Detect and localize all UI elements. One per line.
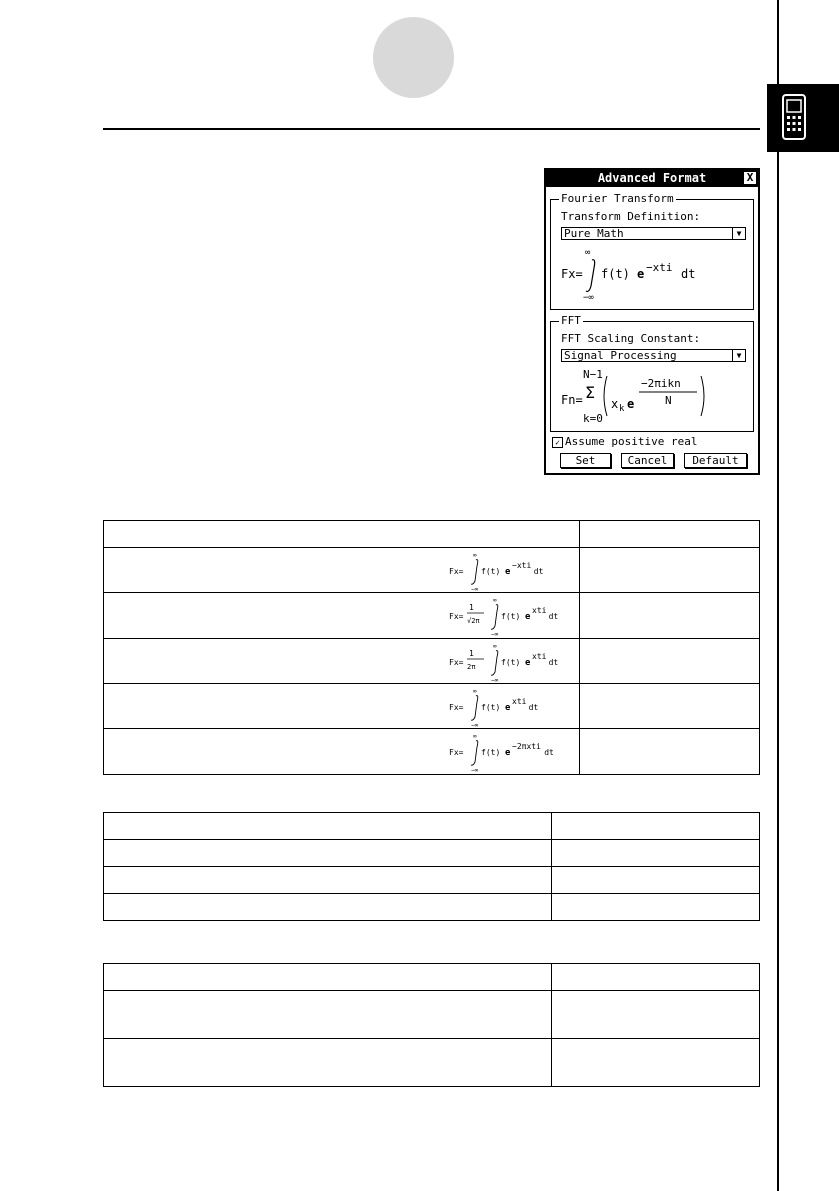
dialog-title: Advanced Format bbox=[597, 171, 707, 185]
formula-e: e bbox=[525, 658, 531, 668]
formula-body: f(t) bbox=[481, 748, 501, 757]
fft-e: e bbox=[627, 397, 635, 411]
formula-lower: −∞ bbox=[491, 677, 499, 683]
formula-e: e bbox=[505, 703, 511, 713]
formula-upper: ∞ bbox=[493, 643, 497, 650]
formula-lhs: Fx= bbox=[449, 703, 464, 712]
formula-upper: ∞ bbox=[585, 248, 591, 258]
table-header-row bbox=[104, 813, 760, 840]
close-icon[interactable]: X bbox=[744, 172, 756, 184]
dialog-title-bar bbox=[546, 170, 758, 187]
advanced-format-dialog bbox=[544, 168, 760, 475]
fft-lhs: Fn= bbox=[561, 393, 583, 407]
formula-e: e bbox=[525, 612, 531, 622]
fft-scaling-label: FFT Scaling Constant: bbox=[561, 332, 701, 345]
margin-rule bbox=[777, 0, 779, 1191]
formula-upper: ∞ bbox=[473, 688, 477, 695]
fourier-definition-formula bbox=[449, 731, 589, 773]
fft-scaling-select[interactable] bbox=[561, 349, 746, 362]
formula-exp: −2πxti bbox=[512, 742, 541, 751]
formula-dt: dt bbox=[548, 612, 559, 621]
formula-exp: xti bbox=[512, 697, 527, 706]
table-row bbox=[104, 867, 760, 894]
table-row bbox=[104, 894, 760, 921]
fft-sub: k bbox=[619, 404, 625, 414]
coef-bottom: √2π bbox=[467, 617, 480, 625]
formula-dt: dt bbox=[548, 658, 559, 667]
formula-dt: dt bbox=[681, 267, 696, 281]
formula-e: e bbox=[505, 567, 511, 577]
transform-definition-value: Pure Math bbox=[564, 227, 624, 240]
calculator-icon bbox=[779, 91, 809, 143]
fft-formula bbox=[561, 366, 741, 426]
default-button[interactable]: Default bbox=[684, 453, 747, 468]
formula-lower: −∞ bbox=[471, 767, 479, 773]
chapter-circle bbox=[373, 17, 454, 98]
table-row bbox=[104, 729, 760, 775]
assume-positive-real-table bbox=[103, 963, 760, 1087]
fft-group-legend: FFT bbox=[561, 314, 581, 327]
fourier-transform-group bbox=[550, 192, 754, 310]
fft-lower: k=0 bbox=[583, 412, 603, 425]
coef-bottom: 2π bbox=[467, 663, 476, 671]
formula-upper: ∞ bbox=[473, 552, 477, 559]
transform-definition-label: Transform Definition: bbox=[561, 210, 701, 223]
fft-denominator: N bbox=[665, 394, 672, 407]
formula-body: f(t) bbox=[601, 267, 630, 281]
formula-exp: −xti bbox=[646, 261, 673, 274]
checkbox-check-icon[interactable]: ✓ bbox=[552, 437, 563, 448]
fourier-formula bbox=[561, 246, 741, 302]
formula-dt: dt bbox=[533, 567, 544, 576]
formula-e: e bbox=[637, 267, 645, 281]
fft-scaling-value: Signal Processing bbox=[564, 349, 677, 362]
formula-lower: −∞ bbox=[491, 631, 499, 637]
cancel-button[interactable]: Cancel bbox=[621, 453, 674, 468]
fourier-definition-formula bbox=[449, 641, 589, 683]
formula-exp: xti bbox=[532, 652, 547, 661]
table-row bbox=[104, 684, 760, 729]
formula-lhs: Fx= bbox=[449, 567, 464, 576]
fourier-group-legend: Fourier Transform bbox=[561, 192, 674, 205]
fft-scaling-table bbox=[103, 812, 760, 921]
fft-term: x bbox=[611, 397, 619, 411]
transform-definition-table bbox=[103, 520, 760, 775]
sigma-symbol: Σ bbox=[585, 383, 596, 402]
set-button[interactable]: Set bbox=[560, 453, 611, 468]
formula-upper: ∞ bbox=[473, 733, 477, 740]
fft-upper: N−1 bbox=[583, 368, 603, 381]
table-header-row bbox=[104, 521, 760, 548]
formula-exp: xti bbox=[532, 606, 547, 615]
formula-body: f(t) bbox=[501, 612, 521, 621]
formula-body: f(t) bbox=[501, 658, 521, 667]
formula-exp: −xti bbox=[512, 561, 532, 570]
fourier-definition-formula bbox=[449, 550, 589, 592]
header-rule bbox=[103, 128, 760, 130]
fourier-definition-formula bbox=[449, 595, 589, 637]
table-row bbox=[104, 840, 760, 867]
table-row bbox=[104, 593, 760, 639]
assume-positive-real-label: Assume positive real bbox=[565, 435, 698, 448]
formula-lhs: Fx= bbox=[449, 748, 464, 757]
table-row bbox=[104, 639, 760, 684]
chapter-side-tab bbox=[767, 84, 839, 152]
coef-top: 1 bbox=[469, 649, 474, 658]
chevron-down-icon[interactable]: ▼ bbox=[732, 228, 745, 239]
formula-dt: dt bbox=[544, 748, 554, 757]
table-row bbox=[104, 991, 760, 1039]
transform-definition-select[interactable] bbox=[561, 227, 746, 240]
formula-lhs: Fx= bbox=[449, 658, 464, 667]
table-row bbox=[104, 1039, 760, 1087]
formula-e: e bbox=[505, 748, 511, 758]
table-header-row bbox=[104, 964, 760, 991]
fft-group bbox=[550, 314, 754, 432]
formula-lhs: Fx= bbox=[449, 612, 464, 621]
chevron-down-icon[interactable]: ▼ bbox=[732, 350, 745, 361]
coef-top: 1 bbox=[469, 603, 474, 612]
formula-lower: −∞ bbox=[471, 586, 479, 592]
formula-lower: −∞ bbox=[583, 293, 594, 302]
fourier-definition-formula bbox=[449, 686, 589, 728]
formula-lower: −∞ bbox=[471, 722, 479, 728]
formula-lhs: Fx= bbox=[561, 267, 583, 281]
fft-numerator: −2πikn bbox=[641, 377, 681, 390]
formula-body: f(t) bbox=[481, 567, 501, 576]
formula-dt: dt bbox=[528, 703, 539, 712]
formula-body: f(t) bbox=[481, 703, 501, 712]
formula-upper: ∞ bbox=[493, 597, 497, 604]
assume-positive-real-checkbox[interactable] bbox=[552, 435, 697, 448]
table-row bbox=[104, 548, 760, 593]
